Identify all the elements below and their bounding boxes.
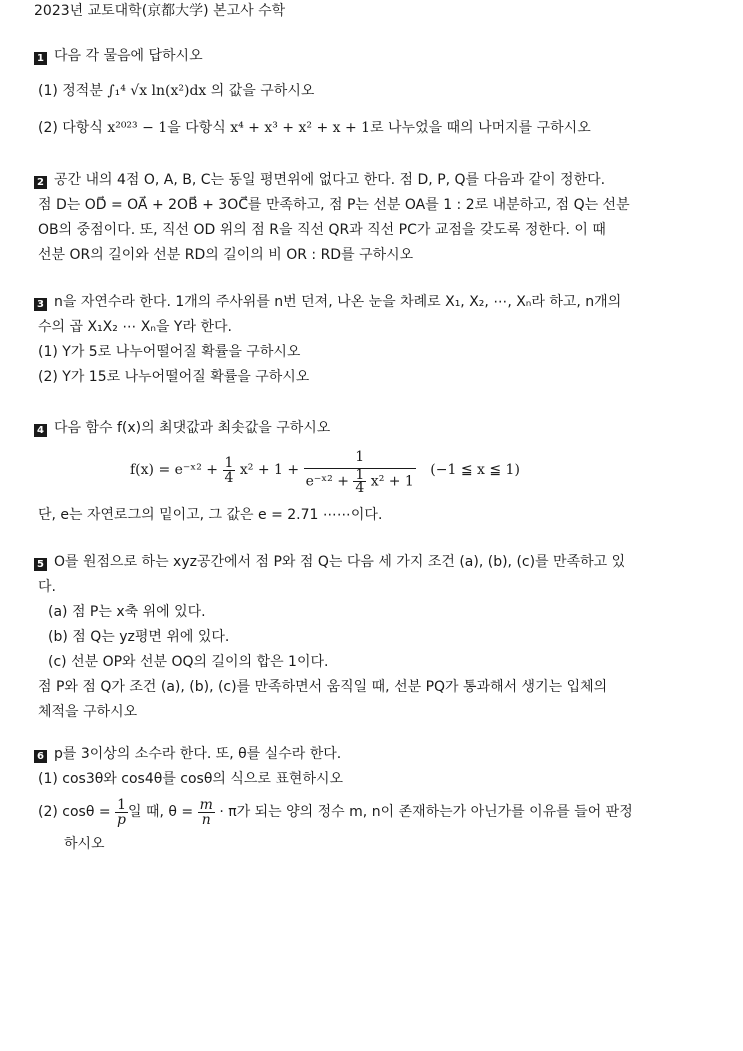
question-2 xyxy=(34,792,718,832)
question-label: (2) cosθ = xyxy=(38,804,111,820)
formula-part: x² + 1 xyxy=(370,473,414,490)
problem-number: 5 xyxy=(34,558,47,571)
problem-4 xyxy=(34,416,718,528)
question-text: 하시오 xyxy=(64,836,105,852)
condition-b: (b) 점 Q는 yz평면 위에 있다. xyxy=(48,629,230,645)
problem-text: 점 D는 OD⃗ = OA⃗ + 2OB⃗ + 3OC⃗를 만족하고, 점 P는 선분 OA를 1 : 2로 내분하고, 점 Q는 선분 xyxy=(38,197,630,213)
denominator: 4 xyxy=(224,469,234,486)
page-title: 2023년 교토대학(京都大学) 본고사 수학 xyxy=(34,3,286,19)
question-text: 일 때, θ = xyxy=(128,804,194,820)
problem-5 xyxy=(34,550,718,725)
problem-text: OB의 중점이다. 또, 직선 OD 위의 점 R을 직선 QR과 직선 PC가 교점을 갖도록 정한다. 이 때 xyxy=(38,222,606,238)
problem-note: 단, e는 자연로그의 밑이고, 그 값은 e = 2.71 ⋯⋯이다. xyxy=(38,507,383,523)
question-text: (1) cos3θ와 cos4θ를 cosθ의 식으로 표현하시오 xyxy=(38,771,344,787)
problem-text: p를 3이상의 소수라 한다. 또, θ를 실수라 한다. xyxy=(54,746,342,762)
problem-6 xyxy=(34,742,718,857)
numerator: 1 xyxy=(304,446,416,469)
polynomial-expression: x⁴ + x³ + x² + x + 1 xyxy=(230,120,371,136)
problem-text: 다음 함수 f(x)의 최댓값과 최솟값을 구하시오 xyxy=(54,420,331,436)
condition-c: (c) 선분 OP와 선분 OQ의 길이의 합은 1이다. xyxy=(48,654,329,670)
problem-text: n을 자연수라 한다. 1개의 주사위를 n번 던져, 나온 눈을 차례로 X₁, X₂, ⋯, Xₙ라 하고, n개의 xyxy=(54,294,622,310)
formula-part: e⁻ˣ² + xyxy=(305,473,349,490)
problem-text: 체적을 구하시오 xyxy=(38,704,138,720)
question-text: (1) Y가 5로 나누어떨어질 확률을 구하시오 xyxy=(38,344,301,360)
function-formula xyxy=(34,445,718,495)
question-label: (2) 다항식 xyxy=(38,120,103,136)
question-text: 의 값을 구하시오 xyxy=(210,83,315,99)
question-text: · π가 되는 양의 정수 m, n이 존재하는가 아닌가를 이유를 들어 판정 xyxy=(219,804,633,820)
domain-condition: (−1 ≦ x ≦ 1) xyxy=(430,462,520,478)
problem-text: O를 원점으로 하는 xyz공간에서 점 P와 점 Q는 다음 세 가지 조건 (a), (b), (c)를 만족하고 있 xyxy=(54,554,626,570)
problem-number: 6 xyxy=(34,750,47,763)
condition-a: (a) 점 P는 x축 위에 있다. xyxy=(48,604,206,620)
problem-text: 선분 OR의 길이와 선분 RD의 길이의 비 OR : RD를 구하시오 xyxy=(38,247,414,263)
fraction xyxy=(223,456,236,485)
problem-text: 수의 곱 X₁X₂ ⋯ Xₙ을 Y라 한다. xyxy=(38,319,232,335)
fraction xyxy=(353,469,366,494)
fraction xyxy=(115,798,128,827)
problem-text: 다. xyxy=(38,579,56,595)
problem-intro: 다음 각 물음에 답하시오 xyxy=(54,48,203,64)
integral-expression: ∫₁⁴ √x ln(x²)dx xyxy=(107,83,207,99)
polynomial-expression: x²⁰²³ − 1 xyxy=(107,120,168,136)
big-fraction xyxy=(304,446,416,494)
numerator: 1 xyxy=(355,467,365,483)
problem-number: 2 xyxy=(34,176,47,189)
fraction xyxy=(198,798,215,827)
question-text: 로 나누었을 때의 나머지를 구하시오 xyxy=(370,120,591,136)
problem-number: 3 xyxy=(34,298,47,311)
formula-part: f(x) = e⁻ˣ² + xyxy=(130,462,219,478)
question-text: 을 다항식 xyxy=(167,120,226,136)
problem-1 xyxy=(34,44,718,141)
numerator: 1 xyxy=(224,454,234,471)
denominator: 4 xyxy=(355,480,365,496)
question-label: (1) 정적분 xyxy=(38,83,103,99)
problem-2 xyxy=(34,168,718,268)
denominator: n xyxy=(201,811,211,828)
problem-number: 1 xyxy=(34,52,47,65)
problem-text: 공간 내의 4점 O, A, B, C는 동일 평면위에 없다고 한다. 점 D, P, Q를 다음과 같이 정한다. xyxy=(54,172,606,188)
problem-3 xyxy=(34,290,718,390)
numerator: m xyxy=(199,796,213,813)
problem-number: 4 xyxy=(34,424,47,437)
formula-part: x² + 1 + xyxy=(239,462,300,478)
problem-text: 점 P와 점 Q가 조건 (a), (b), (c)를 만족하면서 움직일 때, 선분 PQ가 통과해서 생기는 입체의 xyxy=(38,679,608,695)
denominator xyxy=(304,469,416,494)
numerator: 1 xyxy=(115,798,128,813)
denominator: p xyxy=(117,811,127,828)
question-text: (2) Y가 15로 나누어떨어질 확률을 구하시오 xyxy=(38,369,310,385)
